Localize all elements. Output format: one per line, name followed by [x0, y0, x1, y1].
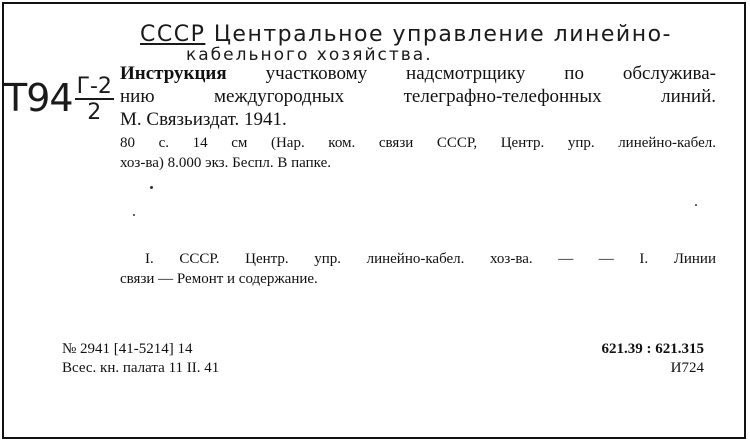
handwritten-heading-line2: кабельного хозяйства. [186, 45, 433, 65]
handwritten-line1-rest: Центральное управление линейно- [205, 22, 672, 47]
handwritten-heading-line1 [140, 22, 672, 47]
footer-right [602, 340, 705, 378]
speck [150, 186, 153, 189]
title-line1 [120, 62, 716, 85]
shelfmark-fraction [75, 76, 114, 126]
book-chamber: Всес. кн. палата 11 II. 41 [62, 360, 220, 376]
title-line3: М. Связьиздат. 1941. [120, 109, 287, 130]
shelfmark [4, 76, 114, 126]
shelfmark-denominator: 2 [87, 100, 102, 125]
shelfmark-numerator: Г-2 [76, 74, 112, 99]
description-block [120, 133, 716, 173]
description-line1: 80 с. 14 см (Нар. ком. связи СССР, Центр. упр. линейно-кабел. [120, 135, 716, 151]
speck [695, 204, 697, 206]
title-line1-rest: участковому надсмотрщику по обслужива- [226, 63, 716, 84]
handwritten-prefix: СССР [140, 22, 206, 47]
subjects-block [120, 249, 716, 289]
speck [133, 214, 135, 216]
title-line2: нию междугородных телеграфно-телефонных линий. [120, 86, 716, 107]
shelfmark-main: Т94 [4, 76, 73, 120]
title-block [120, 62, 716, 131]
record-number: № 2941 [41-5214] 14 [62, 341, 193, 357]
subjects-line2: связи — Ремонт и содержание. [120, 271, 318, 287]
subjects-line1: I. СССР. Центр. упр. линейно-кабел. хоз-ва. — — I. Линии [145, 251, 716, 267]
description-line2: хоз-ва) 8.000 экз. Беспл. В папке. [120, 155, 331, 171]
footer-left [62, 340, 219, 378]
classification-code: 621.39 : 621.315 [601, 341, 704, 357]
author-code: И724 [670, 360, 704, 376]
title-bold-word: Инструкция [120, 63, 227, 84]
